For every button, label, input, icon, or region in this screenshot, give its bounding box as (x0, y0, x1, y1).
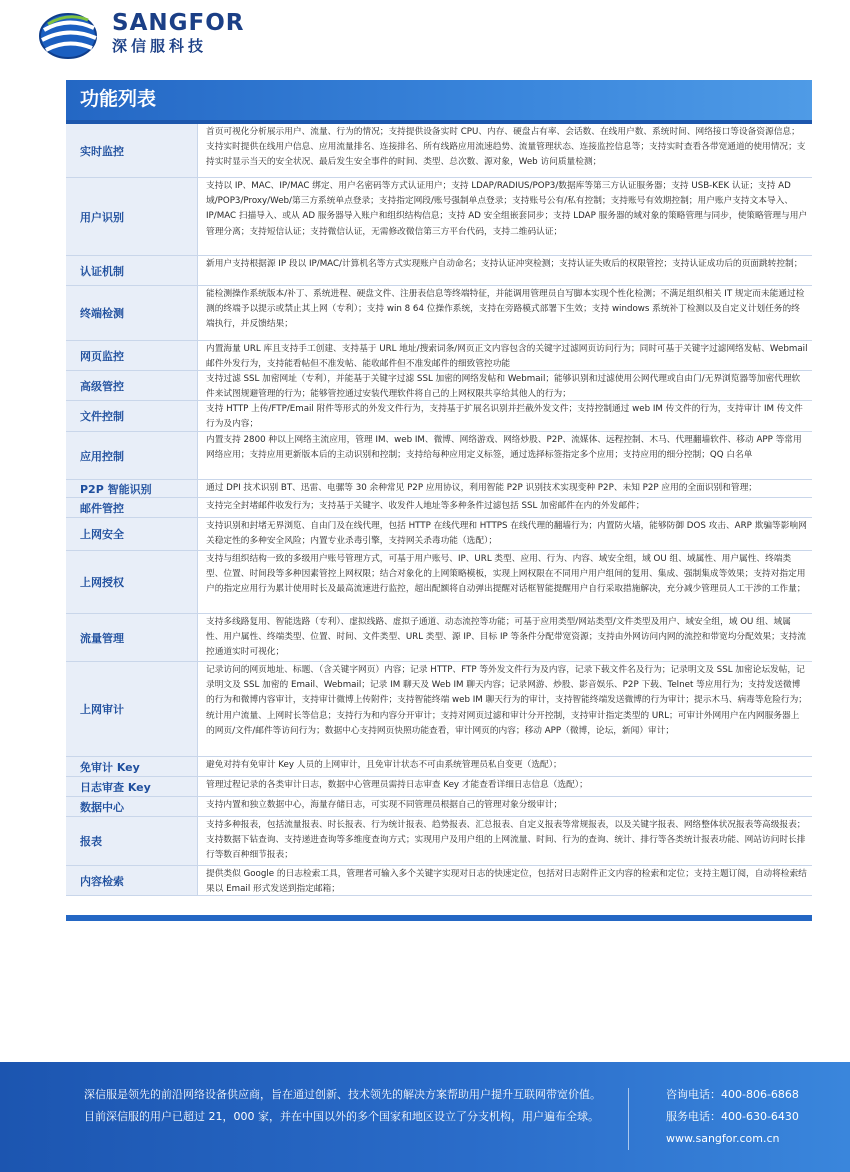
feature-label: 实时监控 (66, 124, 198, 177)
feature-row (66, 401, 812, 432)
sangfor-logo-icon (38, 10, 100, 62)
feature-row (66, 817, 812, 866)
feature-row (66, 797, 812, 817)
feature-description: 新用户支持根据源 IP 段以 IP/MAC/计算机名等方式实现账户自动命名；支持认证冲突检测；支持认证失败后的权限管控；支持认证成功后的页面跳转控制； (206, 259, 803, 269)
brand-name-en: SANGFOR (112, 10, 245, 36)
feature-description: 通过 DPI 技术识别 BT、迅雷、电骡等 30 余种常见 P2P 应用协议，利用智能 P2P 识别技术实现变种 P2P、未知 P2P 应用的全面识别和管理； (206, 483, 757, 493)
feature-label: 上网授权 (66, 551, 198, 613)
service-phone: 服务电话：400-630-6430 (666, 1110, 799, 1123)
footer-divider (628, 1088, 629, 1150)
feature-description: 支持多种报表，包括流量报表、时长报表、行为统计报表、趋势报表、汇总报表、自定义报表等常规报表，以及关键字报表、网络整体状况报表等高级报表；支持数据下钻查询、支持递进查询等多维度查询方式；实现用户及用户组的上网流量、时间、行为的查询、统计、排行等各类统计报表功能、网站访问时长排行等数百种细节报表； (206, 820, 806, 861)
feature-label: 内容检索 (66, 866, 198, 895)
feature-description: 支持与组织结构一致的多级用户账号管理方式，可基于用户账号、IP、URL 类型、应用、行为、内容、域安全组，域 OU 组、域属性、用户属性、终端类型、位置、时间段等多种因素管控上网权限；结合对象化的上网策略模板，实现上网权限在不同用户用户组间的复用、集成、强制集成等效果；支持对指定用户的指定应用行为累计使用时长及最高流速进行监控，超出配额将自动弹出提醒对话框智能提醒用户自行采取措施解决，充分减少管理员人工干涉的工作量； (206, 554, 806, 595)
feature-label: 网页监控 (66, 341, 198, 370)
feature-row (66, 178, 812, 256)
consult-phone: 咨询电话：400-806-6868 (666, 1088, 799, 1101)
feature-label: 报表 (66, 817, 198, 865)
page-footer (0, 1062, 850, 1172)
feature-label: 流量管理 (66, 614, 198, 661)
brand (112, 10, 244, 56)
feature-description: 支持多线路复用、智能选路（专利）、虚拟线路、虚拟子通道、动态流控等功能；可基于应用类型/网站类型/文件类型及用户、域安全组，域 OU 组、域属性、用户属性、终端类型、位置、时间、文件类型、URL 类型、源 IP、目标 IP 等条件分配带宽资源；支持由外网访问内网的流控和带宽均分配效果；支持流控通道实时可视化； (206, 617, 806, 658)
feature-description: 首页可视化分析展示用户、流量、行为的情况；支持提供设备实时 CPU、内存、硬盘占有率、会话数、在线用户数、系统时间、网络接口等设备资源信息；支持实时提供在线用户信息、应用流量排名、连接排名、所有线路应用流速趋势、流量管理状态、连接监控信息等；支持实时查看各带宽通道的使用情况；支持实时显示当天的安全状况、最后发生安全事件的时间、类型、总次数、源对象，Web 访问质量检测； (206, 127, 806, 168)
feature-row (66, 551, 812, 614)
table-bottom-rule (66, 915, 812, 921)
feature-label: 上网审计 (66, 662, 198, 756)
feature-row (66, 286, 812, 341)
page-title: 功能列表 (80, 88, 157, 110)
feature-label: 免审计 Key (66, 757, 198, 776)
feature-row (66, 518, 812, 551)
feature-label: P2P 智能识别 (66, 480, 198, 497)
feature-row (66, 371, 812, 401)
feature-row (66, 498, 812, 518)
feature-description: 提供类似 Google 的日志检索工具，管理者可输入多个关键字实现对日志的快速定位，包括对日志附件正文内容的检索和定位；支持主题订阅，自动将检索结果以 Email 形式发送到指定邮箱； (206, 869, 807, 895)
feature-description: 支持完全封堵邮件收发行为；支持基于关键字、收发件人地址等多种条件过滤包括 SSL 加密邮件在内的外发邮件； (206, 501, 645, 511)
feature-row (66, 662, 812, 757)
feature-label: 文件控制 (66, 401, 198, 431)
feature-description: 能检测操作系统版本/补丁、系统进程、硬盘文件、注册表信息等终端特征，并能调用管理员自写脚本实现个性化检测；不满足组织相关 IT 规定而未能通过检测的终端予以提示或禁止其上网（专利）；支持 win 8 64 位操作系统，支持在旁路模式部署下生效；支持 windows 系统补丁检测以及自定义计划任务的终端执行，并反馈结果； (206, 289, 805, 330)
feature-label: 认证机制 (66, 256, 198, 285)
company-intro: 深信服是领先的前沿网络设备供应商，旨在通过创新、技术领先的解决方案帮助用户提升互联网带宽价值。目前深信服的用户已超过 21，000 家，并在中国以外的多个国家和地区设立了分支机构，用户遍布全球。 (84, 1088, 601, 1123)
feature-description: 记录访问的网页地址、标题、（含关键字网页）内容；记录 HTTP、FTP 等外发文件行为及内容，记录下载文件名及行为；记录明文及 SSL 加密论坛发帖，记录明文及 SSL 加密的 Email、Webmail；记录 IM 聊天及 Web IM 聊天内容；记录网游、炒股、影音娱乐、P2P 下载、Telnet 等应用行为；支持发送微博的行为和微博内容审计，支持审计微博上传附件；支持智能终端 web IM 聊天行为的审计，支持智能终端发送微博的行为审计；提示木马、病毒等危险行为；统计用户流量、上网时长等信息；支持行为和内容分开审计；支持对网页过滤和审计分开控制，支持审计指定类型的 URL；可审计外网用户在内网服务器上的网页/文件/邮件等访问行为；数据中心支持网页快照功能查看，审计网页的内容；移动 APP（微博，论坛，新闻）审计； (206, 665, 807, 736)
feature-row (66, 480, 812, 498)
feature-row (66, 124, 812, 178)
feature-label: 邮件管控 (66, 498, 198, 517)
feature-row (66, 432, 812, 480)
feature-label: 上网安全 (66, 518, 198, 550)
feature-description: 支持过滤 SSL 加密网址（专利），并能基于关键字过滤 SSL 加密的网络发帖和 Webmail；能够识别和过滤使用公网代理或自由门/无界浏览器等加密代理软件来试图规避管理的行为；能够管控通过安装代理软件将自己的上网权限共享给其他人的行为； (206, 374, 801, 400)
feature-label: 数据中心 (66, 797, 198, 816)
page-header (0, 0, 850, 74)
feature-row (66, 614, 812, 662)
feature-label: 应用控制 (66, 432, 198, 479)
feature-label: 日志审查 Key (66, 777, 198, 796)
feature-label: 用户识别 (66, 178, 198, 255)
feature-row (66, 341, 812, 371)
website-link[interactable]: www.sangfor.com.cn (666, 1132, 780, 1145)
feature-row (66, 757, 812, 777)
feature-row (66, 866, 812, 896)
feature-description: 内置海量 URL 库且支持手工创建、支持基于 URL 地址/搜索词条/网页正文内容包含的关键字过滤网页访问行为；同时可基于关键字过滤网络发帖、Webmail 邮件外发行为，支持能看帖但不准发帖、能收邮件但不准发邮件的细致管控功能 (206, 344, 808, 370)
feature-description: 支持 HTTP 上传/FTP/Email 附件等形式的外发文件行为，支持基于扩展名识别并拦截外发文件；支持控制通过 web IM 传文件的行为，支持审计 IM 传文件行为及内容； (206, 404, 803, 430)
feature-row (66, 777, 812, 797)
feature-description: 避免对持有免审计 Key 人员的上网审计，且免审计状态不可由系统管理员私自变更（选配）； (206, 760, 562, 770)
feature-description: 支持以 IP、MAC、IP/MAC 绑定、用户名密码等方式认证用户；支持 LDAP/RADIUS/POP3/数据库等第三方认证服务器；支持 USB-KEK 认证；支持 AD 域/POP3/Proxy/Web/第三方系统单点登录；支持指定网段/账号强制单点登录；支持账号公有/私有控制；支持账号有效期控制；用户账户支持文本导入、IP/MAC 扫描导入、或从 AD 服务器导入账户和组织结构信息；支持 AD 安全组嵌套同步；支持 LDAP 服务器的域对象的策略管理与同步，使策略管理与用户管理分离；支持短信认证；支持微信认证，无需修改微信第三方平台代码，支持二维码认证； (206, 181, 808, 237)
section-title-bar (66, 80, 812, 120)
feature-description: 支持内置和独立数据中心，海量存储日志，可实现不同管理员根据自己的管理对象分级审计； (206, 800, 563, 810)
feature-row (66, 256, 812, 286)
contact-info (666, 1084, 799, 1150)
feature-description: 管理过程记录的各类审计日志，数据中心管理员需持日志审查 Key 才能查看详细日志信息（选配）； (206, 780, 588, 790)
feature-description: 支持识别和封堵无界浏览、自由门及在线代理，包括 HTTP 在线代理和 HTTPS 在线代理的翻墙行为；内置防火墙，能够防御 DOS 攻击、ARP 欺骗等影响网关稳定性的多种安全风险；内置专业杀毒引擎，支持网关杀毒功能（选配）； (206, 521, 807, 547)
feature-table (66, 124, 812, 896)
brand-name-cn: 深信服科技 (112, 37, 208, 55)
feature-label: 终端检测 (66, 286, 198, 340)
feature-label: 高级管控 (66, 371, 198, 400)
feature-description: 内置支持 2800 种以上网络主流应用，管理 IM、web IM、微博、网络游戏、网络炒股、P2P、流媒体、远程控制、木马、代理翻墙软件、移动 APP 等常用网络应用；支持应用更新版本后的主动识别和控制；支持给每种应用定义标签，通过选择标签指定多个应用；支持应用的细分控制；QQ 白名单 (206, 435, 802, 461)
